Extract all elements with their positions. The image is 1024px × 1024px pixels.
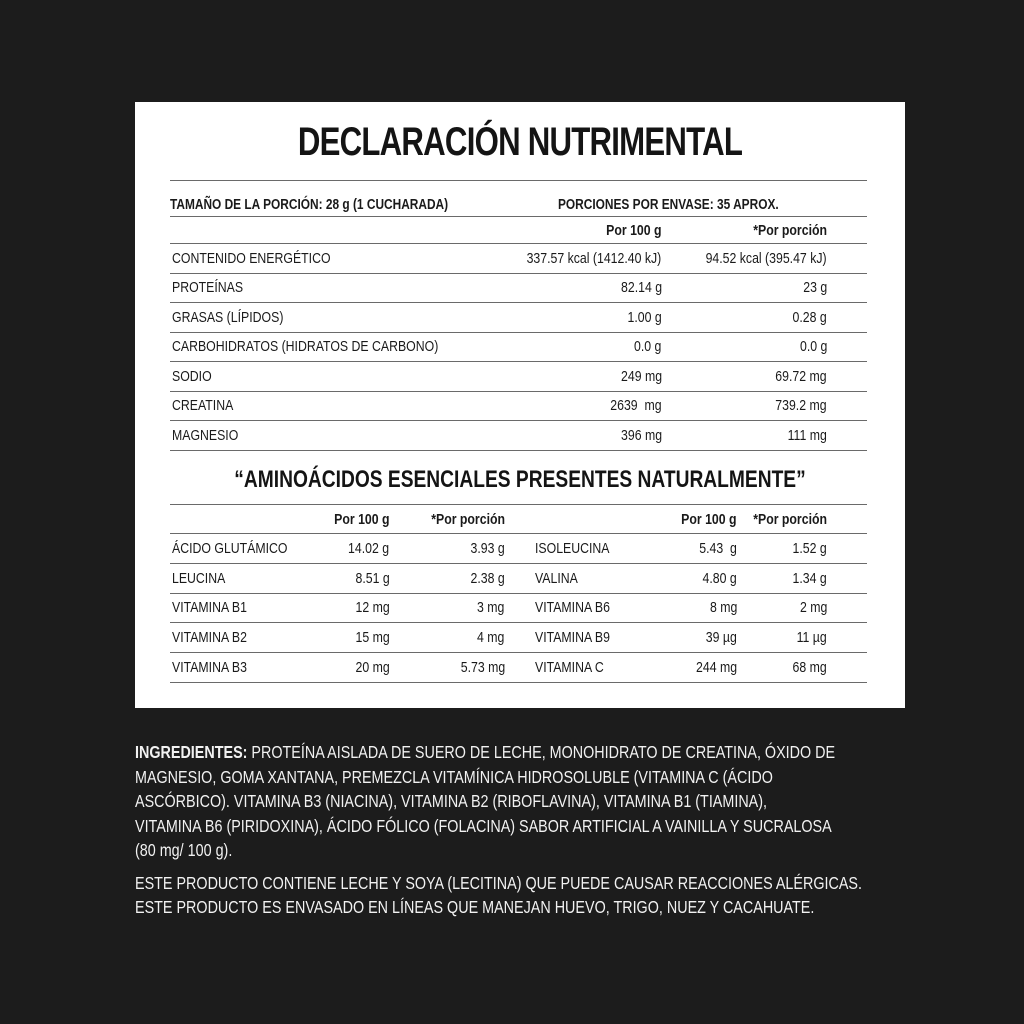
per-100g-value: 14.02 g (348, 539, 390, 557)
ingredients-text (135, 740, 873, 863)
nutrient-name: MAGNESIO (172, 426, 239, 444)
amino-section-title: “AMINOÁCIDOS ESENCIALES PRESENTES NATURALMENTE” (234, 466, 806, 493)
nutrient-name: SODIO (172, 367, 212, 385)
per-100g-value: 0.0 g (634, 338, 662, 356)
amino-header-row (170, 505, 867, 534)
per-100g-value: 15 mg (355, 629, 390, 647)
header-per-100g: Por 100 g (497, 217, 662, 244)
table-row (170, 623, 867, 653)
per-100g-value: 8 mg (709, 599, 737, 617)
nutrient-name: VITAMINA B9 (534, 629, 610, 647)
table-row (170, 391, 867, 421)
per-serving-value: 68 mg (792, 659, 827, 677)
nutrient-name: ÁCIDO GLUTÁMICO (172, 539, 288, 557)
table-row (170, 362, 867, 392)
nutrient-name: PROTEÍNAS (172, 279, 244, 297)
per-serving-value: 1.52 g (792, 539, 827, 557)
nutrient-name: GRASAS (LÍPIDOS) (172, 308, 284, 326)
divider (170, 180, 867, 181)
header-per-serving: *Por porción (389, 505, 504, 534)
per-100g-value: 337.57 kcal (1412.40 kJ) (527, 249, 662, 267)
ingredients-label: INGREDIENTES: (135, 742, 248, 762)
table-row (170, 563, 867, 593)
nutrient-name: VALINA (534, 569, 578, 587)
header-per-serving: *Por porción (662, 217, 867, 244)
per-100g-value: 12 mg (355, 599, 390, 617)
servings-per-container: PORCIONES POR ENVASE: 35 APROX. (558, 197, 779, 213)
nutrient-name: VITAMINA B1 (172, 599, 247, 617)
nutrient-name: CONTENIDO ENERGÉTICO (172, 249, 331, 267)
per-100g-value: 82.14 g (620, 279, 662, 297)
per-serving-value: 739.2 mg (775, 397, 827, 415)
header-blank (170, 217, 497, 244)
nutrition-header-row (170, 217, 867, 244)
nutrient-name: VITAMINA C (534, 659, 604, 677)
header-per-serving: *Por porción (737, 505, 867, 534)
per-100g-value: 39 µg (705, 629, 737, 647)
per-100g-value: 4.80 g (702, 569, 737, 587)
table-row (170, 244, 867, 274)
ingredients-line: VITAMINA B6 (PIRIDOXINA), ÁCIDO FÓLICO (FOLACINA) SABOR ARTIFICIAL A VAINILLA Y SUCRALOSA (135, 815, 832, 836)
header-per-100g: Por 100 g (659, 505, 737, 534)
per-serving-value: 23 g (803, 279, 827, 297)
ingredients-line: MAGNESIO, GOMA XANTANA, PREMEZCLA VITAMÍNICA HIDROSOLUBLE (VITAMINA C (ÁCIDO (135, 766, 773, 787)
per-serving-value: 111 mg (787, 426, 827, 444)
table-row (170, 303, 867, 333)
allergen-warning (135, 871, 873, 920)
amino-table (170, 504, 867, 683)
serving-size: TAMAÑO DE LA PORCIÓN: 28 g (1 CUCHARADA) (170, 197, 449, 213)
per-serving-value: 69.72 mg (775, 367, 827, 385)
table-row (170, 653, 867, 683)
per-100g-value: 1.00 g (627, 308, 662, 326)
per-100g-value: 20 mg (355, 659, 390, 677)
table-row (170, 332, 867, 362)
nutrient-name: ISOLEUCINA (534, 539, 610, 557)
per-100g-value: 8.51 g (355, 569, 390, 587)
nutrition-facts-panel (135, 102, 905, 708)
table-row (170, 593, 867, 623)
per-serving-value: 5.73 mg (460, 659, 505, 677)
ingredients-line: PROTEÍNA AISLADA DE SUERO DE LECHE, MONOHIDRATO DE CREATINA, ÓXIDO DE (247, 742, 836, 762)
per-serving-value: 0.0 g (799, 338, 827, 356)
per-serving-value: 2 mg (799, 599, 827, 617)
nutrient-name: CARBOHIDRATOS (HIDRATOS DE CARBONO) (172, 338, 439, 356)
ingredients-block (135, 740, 873, 920)
table-row (170, 273, 867, 303)
per-serving-value: 11 µg (796, 629, 827, 647)
per-100g-value: 2639 mg (610, 397, 662, 415)
per-serving-value: 3.93 g (470, 539, 505, 557)
nutrient-name: LEUCINA (172, 569, 226, 587)
table-row (170, 421, 867, 451)
nutrient-name: CREATINA (172, 397, 234, 415)
per-serving-value: 4 mg (477, 629, 505, 647)
header-per-100g: Por 100 g (313, 505, 389, 534)
per-100g-value: 244 mg (695, 659, 737, 677)
per-serving-value: 2.38 g (470, 569, 505, 587)
allergen-line: ESTE PRODUCTO CONTIENE LECHE Y SOYA (LECITINA) QUE PUEDE CAUSAR REACCIONES ALÉRGICAS. (135, 872, 862, 893)
per-100g-value: 396 mg (620, 426, 662, 444)
panel-title: DECLARACIÓN NUTRIMENTAL (297, 120, 743, 164)
nutrient-name: VITAMINA B2 (172, 629, 247, 647)
allergen-line: ESTE PRODUCTO ES ENVASADO EN LÍNEAS QUE MANEJAN HUEVO, TRIGO, NUEZ Y CACAHUATE. (135, 897, 815, 917)
ingredients-line: (80 mg/ 100 g). (135, 840, 233, 860)
per-100g-value: 249 mg (620, 367, 662, 385)
nutrient-name: VITAMINA B6 (534, 599, 610, 617)
nutrient-name: VITAMINA B3 (172, 659, 247, 677)
per-serving-value: 94.52 kcal (395.47 kJ) (705, 249, 827, 267)
per-100g-value: 5.43 g (699, 539, 737, 557)
per-serving-value: 3 mg (477, 599, 505, 617)
per-serving-value: 1.34 g (792, 569, 827, 587)
ingredients-line: ASCÓRBICO). VITAMINA B3 (NIACINA), VITAMINA B2 (RIBOFLAVINA), VITAMINA B1 (TIAMINA), (135, 791, 768, 811)
serving-info-row (170, 195, 867, 217)
table-row (170, 534, 867, 564)
per-serving-value: 0.28 g (792, 308, 827, 326)
nutrition-table (170, 216, 867, 451)
